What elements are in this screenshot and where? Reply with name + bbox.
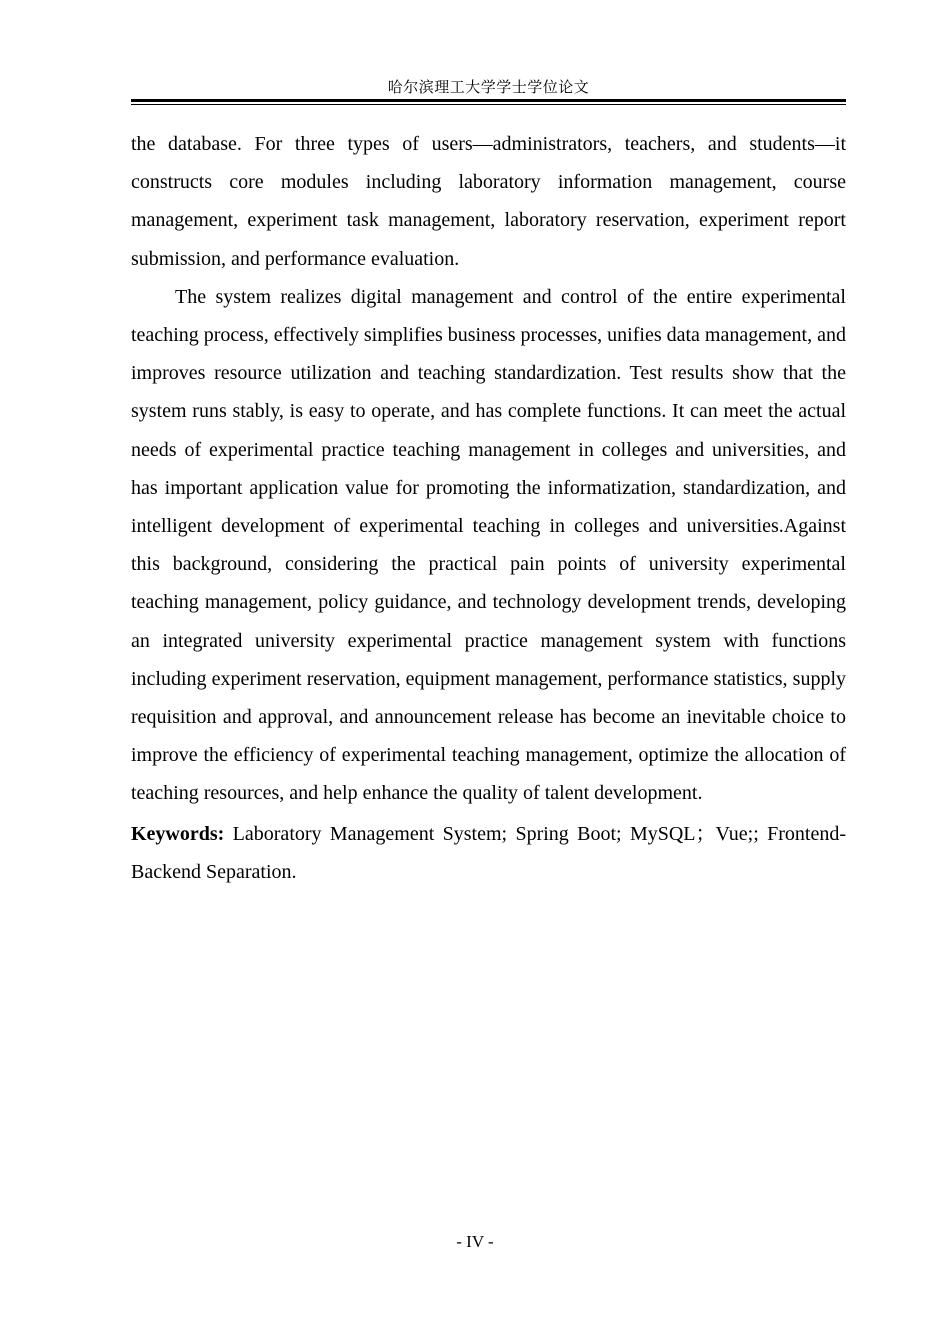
keywords-label: Keywords: bbox=[131, 822, 225, 845]
header-rule-thick bbox=[131, 99, 846, 102]
paragraph-system-summary: The system realizes digital management and control of the entire experimental teaching process, effectively simplifies business processes, unifies data management, and improves resource utilization and teaching standardization. Test results show that the system runs stably, is easy to operate, and has complete functions. It can meet the actual needs of experimental practice teaching management in colleges and universities, and has important application value for promoting the informatization, standardization, and intelligent development of experimental teaching in colleges and universities.Against this background, considering the practical pain points of university experimental teaching management, policy guidance, and technology development trends, developing an integrated university experimental practice management system with functions including experiment reservation, equipment management, performance statistics, supply requisition and approval, and announcement release has become an inevitable choice to improve the efficiency of experimental teaching management, optimize the allocation of teaching resources, and help enhance the quality of talent development. bbox=[131, 285, 846, 805]
paragraph-continuation: the database. For three types of users—administrators, teachers, and students—it constructs core modules including laboratory information management, course management, experiment task management, laboratory reservation, experiment report submission, and performance evaluation. bbox=[131, 133, 846, 270]
keywords-line bbox=[131, 815, 846, 891]
keywords-text: Laboratory Management System; Spring Boot; MySQL；Vue;; Frontend-Backend Separation. bbox=[131, 822, 846, 883]
page-number: - IV - bbox=[456, 1232, 494, 1251]
abstract-body bbox=[131, 125, 846, 891]
page-header: 哈尔滨理工大学学士学位论文 bbox=[387, 80, 590, 96]
header-rule-thin bbox=[131, 104, 846, 105]
